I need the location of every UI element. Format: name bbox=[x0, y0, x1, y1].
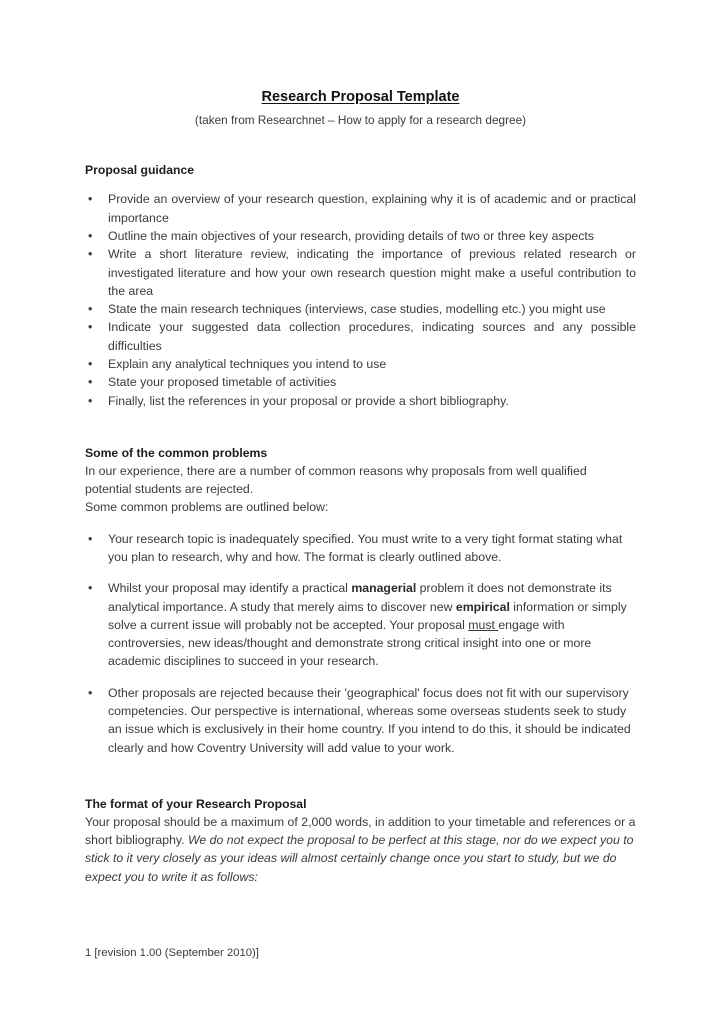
page-title bbox=[85, 0, 636, 106]
format-paragraph-italic: We do not expect the proposal to be perfect at this stage, nor do we expect you to stick to it very closely as your ideas will almost certainly change once you start to study, but we do expect you to write it as follows: bbox=[85, 833, 634, 884]
emphasis-empirical: empirical bbox=[455, 599, 510, 614]
document-content bbox=[85, 0, 636, 886]
format-paragraph-plain: Your proposal should be a maximum of 2,000 words, in addition to your timetable and references or a short bibliography. bbox=[85, 814, 636, 848]
list-item: • Finally, list the references in your proposal or provide a short bibliography. bbox=[85, 392, 636, 410]
list-item: • State your proposed timetable of activities bbox=[85, 373, 636, 391]
section-heading-common-problems: Some of the common problems bbox=[85, 445, 268, 460]
section-heading-format: The format of your Research Proposal bbox=[85, 796, 307, 811]
bullet-text-part: problem it does not demonstrate its analytical importance. A study that merely aims to discover new bbox=[108, 581, 612, 614]
bullet-text-part: Whilst your proposal may identify a practical bbox=[108, 581, 352, 596]
page-title-text: Research Proposal Template bbox=[261, 89, 460, 105]
section-heading-proposal-guidance: Proposal guidance bbox=[85, 163, 195, 178]
page-subtitle: (taken from Researchnet – How to apply for a research degree) bbox=[194, 113, 527, 128]
bullet-text-part: engage with controversies, new ideas/thought and demonstrate strong critical insight into one or more academic disciplines to succeed in your research. bbox=[108, 617, 592, 669]
emphasis-managerial: managerial bbox=[351, 581, 417, 596]
format-paragraph bbox=[85, 813, 636, 886]
emphasis-must: must bbox=[468, 617, 499, 632]
common-problems-lead-in: Some common problems are outlined below: bbox=[85, 500, 329, 515]
common-problems-list bbox=[85, 530, 636, 757]
list-item: • Outline the main objectives of your research, providing details of two or three key aspects bbox=[85, 227, 636, 245]
proposal-guidance-list bbox=[85, 190, 636, 410]
list-item: • Indicate your suggested data collection procedures, indicating sources and any possible difficulties bbox=[85, 318, 636, 355]
list-item: • Other proposals are rejected because their 'geographical' focus does not fit with our supervisory competencies. Our perspective is international, whereas some overseas students seek to study an issue which is exclusively in their home country. If you intend to do this, it should be indicated clearly and how Coventry University will add value to your work. bbox=[85, 684, 636, 757]
list-item: • Explain any analytical techniques you intend to use bbox=[85, 355, 636, 373]
common-problems-intro: In our experience, there are a number of common reasons why proposals from well qualified potential students are rejected. bbox=[85, 463, 587, 497]
page-footer: 1 [revision 1.00 (September 2010)] bbox=[85, 947, 259, 959]
list-item bbox=[85, 579, 636, 670]
list-item: • Your research topic is inadequately specified. You must write to a very tight format stating what you plan to research, why and how. The format is clearly outlined above. bbox=[85, 530, 636, 567]
list-item: • Provide an overview of your research question, explaining why it is of academic and or practical importance bbox=[85, 190, 636, 227]
bullet-text-part: information or simply solve a current issue will probably not be accepted. Your proposal bbox=[108, 599, 627, 632]
list-item: • Write a short literature review, indicating the importance of previous related research or investigated literature and how your own research question might make a useful contribution to the area bbox=[85, 245, 636, 300]
list-item: • State the main research techniques (interviews, case studies, modelling etc.) you might use bbox=[85, 300, 636, 318]
